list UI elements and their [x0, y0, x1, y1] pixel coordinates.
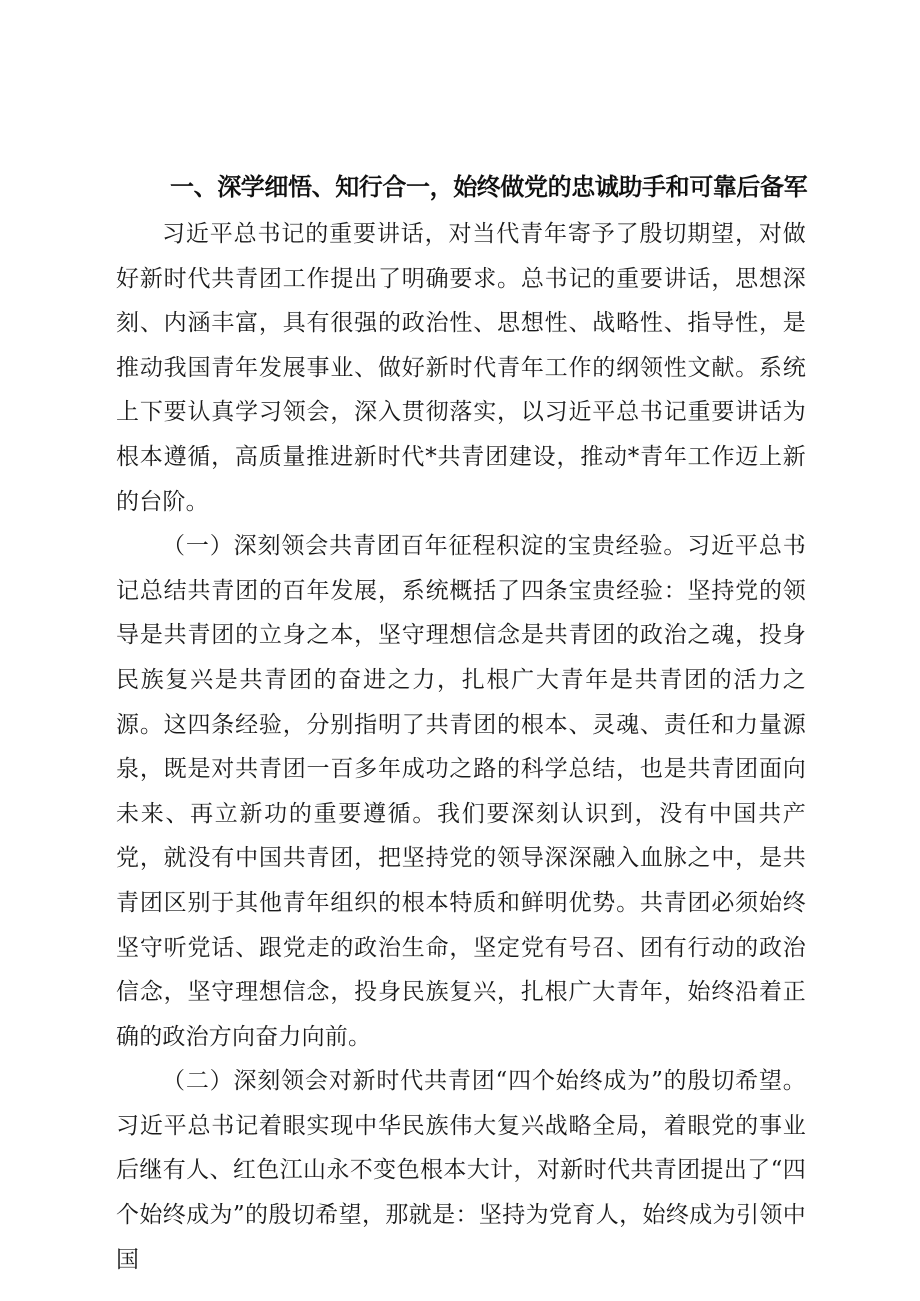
paragraph-point-two: （二）深刻领会对新时代共青团“四个始终成为”的殷切希望。习近平总书记着眼实现中华民族伟大复兴战略全局，着眼党的事业后继有人、红色江山永不变色根本大计，对新时代共青团提出了“四个始终成为”的殷切希望，那就是：坚持为党育人，始终成为引领中国 — [116, 1068, 806, 1273]
document-body — [116, 162, 806, 1282]
paragraph-point-one: （一）深刻领会共青团百年征程积淀的宝贵经验。习近平总书记总结共青团的百年发展，系统概括了四条宝贵经验：坚持党的领导是共青团的立身之本，坚守理想信念是共青团的政治之魂，投身民族复兴是共青团的奋进之力，扎根广大青年是共青团的活力之源。这四条经验，分别指明了共青团的根本、灵魂、责任和力量源泉，既是对共青团一百多年成功之路的科学总结，也是共青团面向未来、再立新功的重要遵循。我们要深刻认识到，没有中国共产党，就没有中国共青团，把坚持党的领导深深融入血脉之中，是共青团区别于其他青年组织的根本特质和鲜明优势。共青团必须始终坚守听党话、跟党走的政治生命，坚定党有号召、团有行动的政治信念，坚守理想信念，投身民族复兴，扎根广大青年，始终沿着正确的政治方向奋力向前。 — [116, 533, 806, 1050]
paragraph-intro: 习近平总书记的重要讲话，对当代青年寄予了殷切期望，对做好新时代共青团工作提出了明确要求。总书记的重要讲话，思想深刻、内涵丰富，具有很强的政治性、思想性、战略性、指导性，是推动我国青年发展事业、做好新时代青年工作的纲领性文献。系统上下要认真学习领会，深入贯彻落实，以习近平总书记重要讲话为根本遵循，高质量推进新时代*共青团建设，推动*青年工作迈上新的台阶。 — [116, 221, 806, 515]
section-heading: 一、深学细悟、知行合一，始终做党的忠诚助手和可靠后备军 — [170, 173, 808, 201]
